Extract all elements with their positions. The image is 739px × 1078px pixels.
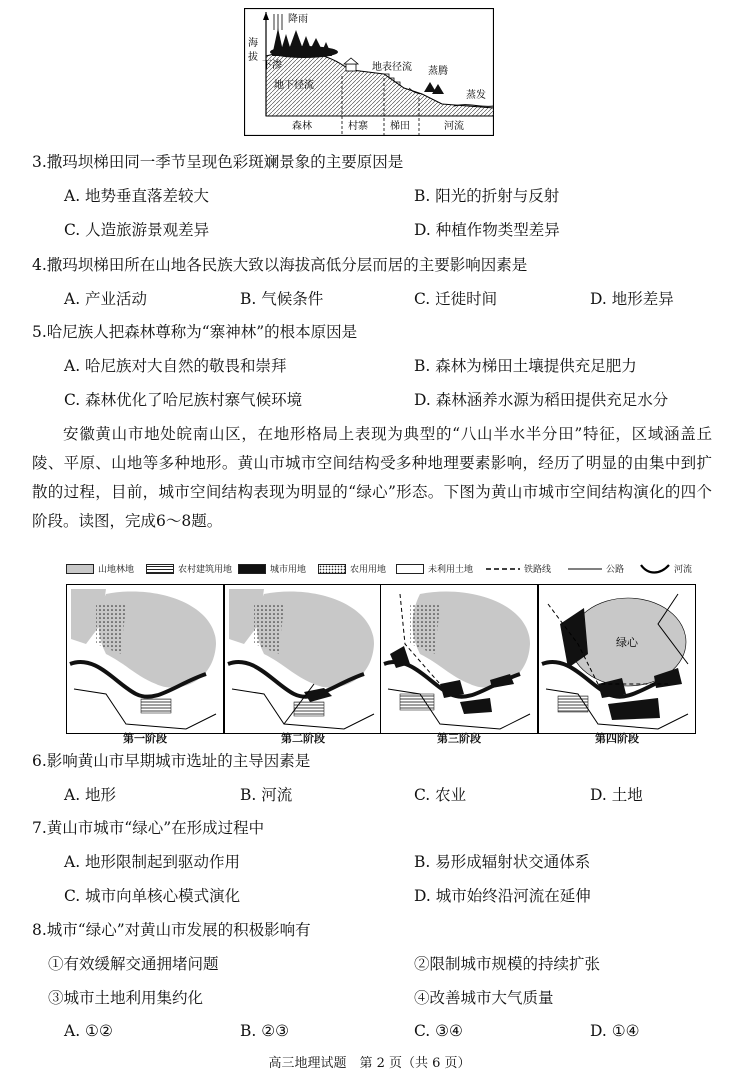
urban-swatch [238,564,266,574]
legend-railway-label: 铁路线 [524,565,552,575]
legend-river-label: 河流 [674,565,693,575]
q7-option-a: A. 地形限制起到驱动作用 [64,853,241,871]
q5-option-d: D. 森林涵养水源为稻田提供充足水分 [414,391,669,409]
label-ground-runoff: 地下径流 [274,80,314,91]
q5-option-a: A. 哈尼族对大自然的敬畏和崇拜 [64,357,287,375]
q6-option-c: C. 农业 [414,786,467,804]
q5-stem: 5.哈尼族人把森林尊称为“寨神林”的根本原因是 [32,323,358,341]
legend-rural-label: 农村建筑用地 [178,565,233,575]
legend-rural [146,562,232,575]
q8-statement-4: ④改善城市大气质量 [414,989,554,1007]
label-transpiration: 蒸腾 [428,66,448,77]
q3-option-b: B. 阳光的折射与反射 [414,187,560,205]
map-legend [66,562,716,578]
q5-option-b: B. 森林为梯田土壤提供充足肥力 [414,357,637,375]
farm-swatch [318,564,346,574]
q7-option-b: B. 易形成辐射状交通体系 [414,853,591,871]
q8-option-b: B. ②③ [240,1022,290,1040]
legend-farm-label: 农用用地 [350,565,387,575]
stage-map-2 [224,584,382,734]
q6-option-a: A. 地形 [64,786,117,804]
label-surface-runoff: 地表径流 [372,62,412,73]
stage-label-2: 第二阶段 [281,732,325,745]
q7-option-c: C. 城市向单核心模式演化 [64,887,241,905]
stage-label-4: 第四阶段 [595,732,639,745]
q4-option-a: A. 产业活动 [64,290,148,308]
zone-terrace: 梯田 [390,121,410,132]
stage-map-4 [538,584,696,734]
q7-option-d: D. 城市始终沿河流在延伸 [414,887,591,905]
unused-swatch [396,564,424,574]
legend-urban-label: 城市用地 [270,565,307,575]
legend-forest-label: 山地林地 [98,565,135,575]
q3-option-d: D. 种植作物类型差异 [414,221,560,239]
legend-unused-label: 未利用土地 [428,565,474,575]
label-altitude-1: 海 [248,38,258,49]
legend-road [568,562,624,575]
forest-swatch [66,564,94,574]
stage-map-1 [66,584,224,734]
zone-river: 河流 [444,121,464,132]
label-infiltration: 下渗 [262,60,282,71]
label-rain: 降雨 [288,14,308,25]
railway-swatch [486,564,520,574]
zone-forest: 森林 [292,121,312,132]
stage-map-3 [380,584,538,734]
q8-option-a: A. ①② [64,1022,113,1040]
terrace-profile-figure [244,8,494,136]
q3-stem: 3.撒玛坝梯田同一季节呈现色彩斑斓景象的主要原因是 [32,153,404,171]
q8-statement-2: ②限制城市规模的持续扩张 [414,955,601,973]
reading-passage: 安徽黄山市地处皖南山区，在地形格局上表现为典型的“八山半水半分田”特征，区域涵盖丘陵、平原、山地等多种地形。黄山市城市空间结构受多种地理要素影响，经历了明显的由集中到扩散的过程，目前，城市空间结构表现为明显的“绿心”形态。下图为黄山市城市空间结构演化的四个阶段。读图，完成6～8题。 [32,425,712,530]
page-footer: 高三地理试题 第 2 页（共 6 页） [268,1056,471,1071]
q6-option-b: B. 河流 [240,786,293,804]
zone-village: 村寨 [348,121,368,132]
q3-option-c: C. 人造旅游景观差异 [64,221,210,239]
q8-option-c: C. ③④ [414,1022,463,1040]
q6-stem: 6.影响黄山市早期城市选址的主导因素是 [32,752,311,770]
q8-stem: 8.城市“绿心”对黄山市发展的积极影响有 [32,921,311,939]
legend-urban [238,562,306,575]
legend-road-label: 公路 [606,565,625,575]
river-swatch [640,563,670,575]
q7-stem: 7.黄山市城市“绿心”在形成过程中 [32,819,265,837]
stage-label-3: 第三阶段 [437,732,481,745]
q5-option-c: C. 森林优化了哈尼族村寨气候环境 [64,391,303,409]
q4-option-d: D. 地形差异 [590,290,674,308]
legend-railway [486,562,551,575]
legend-unused [396,562,473,575]
q4-option-b: B. 气候条件 [240,290,324,308]
rural-swatch [146,564,174,574]
q6-option-d: D. 土地 [590,786,643,804]
green-heart-label: 绿心 [616,636,638,649]
q3-option-a: A. 地势垂直落差较大 [64,187,210,205]
q4-stem: 4.撒玛坝梯田所在山地各民族大致以海拔高低分层而居的主要影响因素是 [32,256,528,274]
q8-statement-3: ③城市土地利用集约化 [48,989,204,1007]
legend-river [640,562,692,575]
q8-option-d: D. ①④ [590,1022,640,1040]
label-altitude-2: 拔 [248,52,258,63]
legend-forest [66,562,134,575]
road-swatch [568,564,602,574]
legend-farm [318,562,386,575]
q8-statement-1: ①有效缓解交通拥堵问题 [48,955,219,973]
q4-option-c: C. 迁徙时间 [414,290,498,308]
stage-label-1: 第一阶段 [123,732,167,745]
label-evaporation: 蒸发 [466,90,486,101]
